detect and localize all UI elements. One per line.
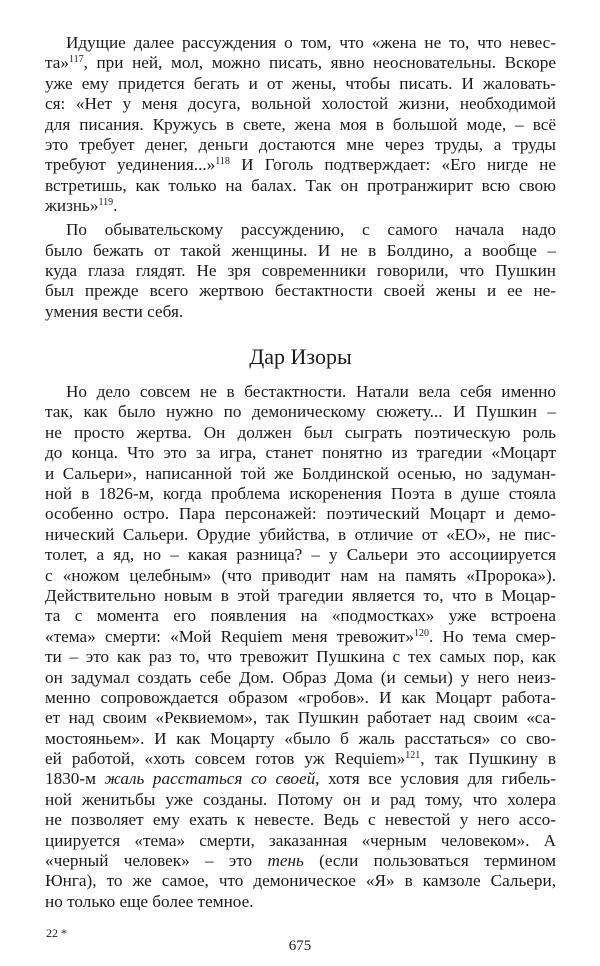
footnote-ref: 119	[98, 197, 114, 209]
text-line: для писания. Кружусь в свете, жена моя в большой моде, – всё	[45, 114, 556, 134]
text-line: нический Сальери. Орудие убийства, в отличие от «ЕО», не пис-	[45, 524, 556, 544]
text-line: та»$^{117}$, при ней, мол, можно писать, явно неосновательны. Вскоре	[45, 53, 556, 73]
footnote-ref: 120	[414, 627, 430, 639]
text-line: и Сальери», написанной той же Болдинской осенью, но задуман-	[45, 463, 556, 483]
text-line: особенно остро. Пара персонажей: поэтический Моцарт и демо-	[45, 504, 556, 524]
text-line: ной женитьбы уже созданы. Потому он и рад тому, что холера	[45, 789, 556, 809]
paragraph	[45, 220, 556, 322]
text-line: Действительно новым в этой трагедии является то, что в Моцар-	[45, 585, 556, 605]
text-line: ет над своим «Реквиемом», так Пушкин работает над своим «са-	[45, 708, 556, 728]
text-line: так, как было нужно по демоническому сюжету... И Пушкин –	[45, 402, 556, 422]
text-line: был прежде всего жертвою бестактности своей жены и ее не-	[45, 281, 556, 301]
text-line: ной в 1826-м, когда проблема искоренения Поэта в душе стояла	[45, 484, 556, 504]
text-line: та с момента его появления на «подмостках» уже встроена	[45, 606, 556, 626]
italic-text: жаль расстаться со своей	[104, 769, 316, 789]
text-line: мостояньем». И как Моцарту «было б жаль расстаться» со сво-	[45, 728, 556, 748]
signature-mark: 22 *	[46, 926, 67, 940]
text-line: умения вести себя.	[45, 301, 184, 321]
footnote-ref: 118	[215, 156, 230, 168]
footnote-ref: 121	[405, 750, 421, 762]
text-line: куда глаза глядят. Не зря современники говорили, что Пушкин	[45, 260, 556, 280]
text-line: не просто жертва. Он должен был сыграть поэтическую роль	[45, 422, 556, 442]
text-line: менно сопровождается образом «гробов». И как Моцарт работа-	[45, 687, 556, 707]
text-line: уже ему придется бегать и от жены, чтобы писать. И жаловать-	[45, 73, 556, 93]
footnote-ref: 117	[68, 54, 84, 66]
text-line: не позволяет ему ехать к невесте. Ведь с невестой у него ассо-	[45, 810, 556, 830]
text-line: требуют уединения...»$^{118}$ И Гоголь подтверждает: «Его нигде не	[45, 155, 556, 175]
text-line: Но дело совсем не в бестактности. Натали вела себя именно	[66, 382, 556, 402]
text-line: было бежать от такой женщины. И не в Болдино, а вообще –	[45, 240, 556, 260]
text-line: он задумал создать себе Дом. Образ Дома (и семьи) у него неиз-	[45, 667, 556, 687]
text-line: толет, а яд, но – какая разница? – у Сальери это ассоциируется	[45, 545, 556, 565]
text-line: но только еще более темное.	[45, 891, 254, 911]
text-line: до конца. Что это за игра, станет понятно из трагедии «Моцарт	[45, 443, 556, 463]
paragraph	[45, 33, 556, 217]
text-line: По обывательскому рассуждению, с самого начала надо	[66, 220, 556, 240]
paragraph	[45, 382, 556, 912]
italic-text: тень	[267, 851, 304, 871]
text-line: ей работой, «хоть совсем готов уж Requiem»$^{121}$, так Пушкину в	[45, 749, 556, 769]
text-line: 1830-м жаль расстаться со своей, хотя все условия для гибель-	[45, 769, 556, 789]
page-body	[45, 33, 556, 912]
text-line: циируется «тема» смерти, заказанная «черным человеком». А	[45, 830, 556, 850]
text-line: ти – это как раз то, что тревожит Пушкина с тех самых пор, как	[45, 647, 556, 667]
text-line: ся: «Нет у меня досуга, вольной холостой жизни, необходимой	[45, 94, 556, 114]
text-line: «черный человек» – это тень (если пользоваться термином	[45, 851, 556, 871]
text-line: встретишь, как только на балах. Так он протранжирит всю свою	[45, 175, 556, 195]
text-line: «тема» смерти: «Мой Requiem меня тревожит»$^{120}$. Но тема смер-	[45, 626, 556, 646]
text-line: жизнь»$^{119}$.	[45, 196, 118, 216]
text-line: Идущие далее рассуждения о том, что «жена не то, что невес-	[66, 33, 556, 52]
text-line: с «ножом целебным» (что приводит нам на память «Пророка»).	[45, 565, 556, 585]
page-number: 675	[288, 938, 312, 954]
text-line: Юнга), то же самое, что демоническое «Я» в камзоле Сальери,	[45, 871, 556, 891]
text-line: это требует денег, деньги достаются мне через труды, а труды	[45, 134, 556, 154]
section-heading: Дар Изоры	[249, 344, 352, 370]
